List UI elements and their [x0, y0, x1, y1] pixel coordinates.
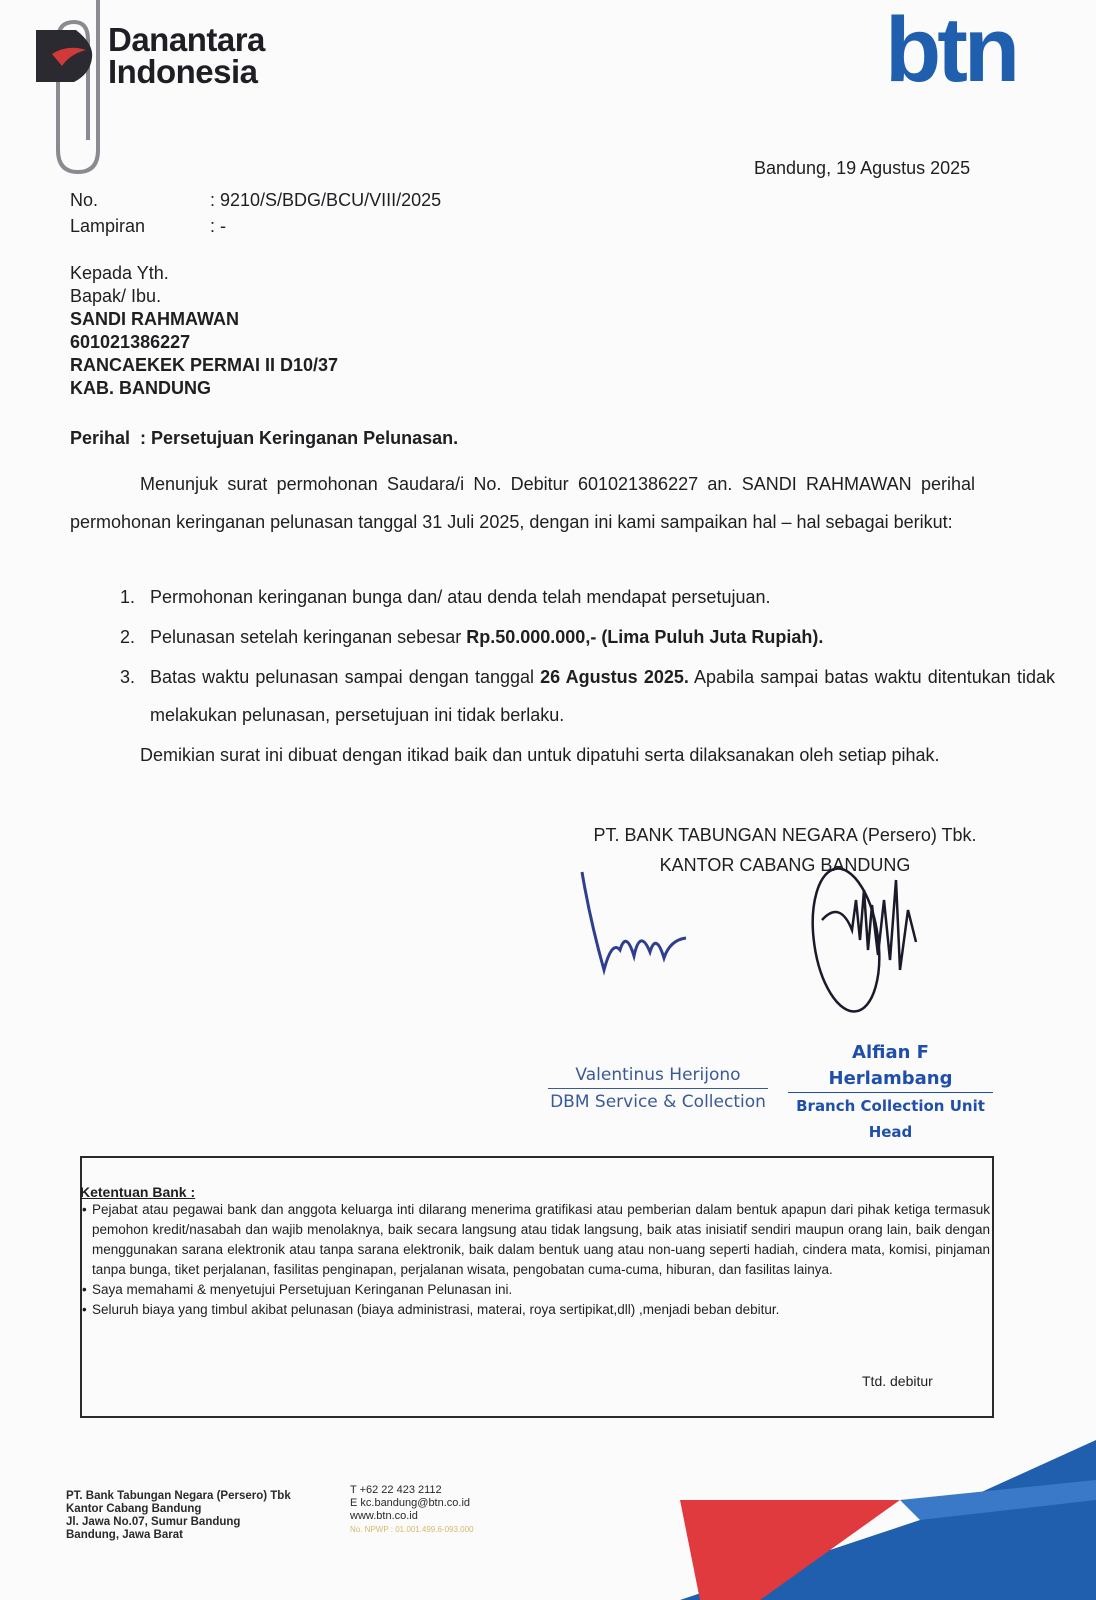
approval-points: [70, 578, 1055, 736]
opening-paragraph: Menunjuk surat permohonan Saudara/i No. Debitur 601021386227 an. SANDI RAHMAWAN perihal permohonan keringanan pelunasan tanggal 31 Juli 2025, dengan ini kami sampaikan hal – hal sebagai berikut:: [70, 474, 975, 532]
recipient-name: SANDI RAHMAWAN: [70, 309, 239, 329]
danantara-brand: [108, 21, 265, 90]
no-value: : 9210/S/BDG/BCU/VIII/2025: [210, 190, 442, 210]
point-3: [140, 658, 1055, 734]
subject-line: Perihal : Persetujuan Keringanan Pelunasan.: [70, 428, 459, 448]
place-date: Bandung, 19 Agustus 2025: [754, 158, 971, 178]
signer1-title: DBM Service & Collection: [548, 1088, 768, 1115]
point-3-pre: Batas waktu pelunasan sampai dengan tanggal: [150, 667, 541, 687]
footer-city: Bandung, Jawa Barat: [66, 1529, 183, 1541]
footer-web: www.btn.co.id: [350, 1510, 418, 1522]
brand-line2: Indonesia: [108, 53, 258, 90]
org-line1: PT. BANK TABUNGAN NEGARA (Persero) Tbk.: [593, 825, 977, 845]
terms-title: Ketentuan Bank :: [80, 1184, 196, 1200]
attachment-value: : -: [210, 216, 226, 236]
signer1-name: Valentinus Herijono: [575, 1065, 741, 1085]
signer1-block: [548, 1062, 768, 1115]
signature-1-stroke: [582, 872, 686, 970]
point-2: [140, 618, 1055, 656]
footer-email: E kc.bandung@btn.co.id: [350, 1497, 471, 1509]
point-2-pre: Pelunasan setelah keringanan sebesar: [150, 627, 467, 647]
debtor-signature-label: Ttd. debitur: [862, 1373, 933, 1389]
terms-item-1: • Pejabat atau pegawai bank dan anggota keluarga inti dilarang menerima gratifikasi atau pemberian dalam bentuk apapun dari pihak ketiga termasuk pemohon kredit/nasabah dan wajib menolaknya, baik secara langsung atau tidak langsung, baik atas inisiatif sendiri maupun orang lain, baik dengan menggunakan sarana elektronik atau tanpa sarana elektronik, baik dalam bentuk uang atau non-uang seperti hadiah, cindera mata, komisi, pinjaman tanpa bunga, tiket perjalanan, fasilitas penginapan, perjalanan wisata, pengobatan cuma-cuma, hiburan, dan fasilitas lainya.: [80, 1200, 990, 1280]
recipient-block: [70, 262, 338, 400]
footer-phone: T +62 22 423 2112: [350, 1484, 442, 1496]
point-1: [140, 578, 1055, 616]
footer-address: [66, 1490, 291, 1542]
footer-branch: Kantor Cabang Bandung: [66, 1503, 202, 1515]
footer-contact: [350, 1484, 474, 1536]
footer-street: Jl. Jawa No.07, Sumur Bandung: [66, 1516, 241, 1528]
terms-item-3: • Seluruh biaya yang timbul akibat pelunasan (biaya administrasi, materai, roya sertipikat,dll) ,menjadi beban debitur.: [80, 1300, 990, 1320]
signer2-name: Alfian F Herlambang: [828, 1042, 953, 1089]
recipient-account: 601021386227: [70, 332, 191, 352]
btn-logo: btn: [885, 0, 1017, 101]
footer-npwp: No. NPWP : 01.001.499.6-093.000: [350, 1525, 474, 1534]
point-3-deadline: 26 Agustus 2025.: [540, 667, 689, 687]
recipient-address2: KAB. BANDUNG: [70, 378, 211, 398]
terms-list: [80, 1200, 990, 1320]
point-2-amount: Rp.50.000.000,- (Lima Puluh Juta Rupiah).: [466, 627, 824, 647]
footer-company: PT. Bank Tabungan Negara (Persero) Tbk: [66, 1490, 291, 1502]
recipient-greeting: Kepada Yth.: [70, 263, 169, 283]
recipient-address1: RANCAEKEK PERMAI II D10/37: [70, 355, 339, 375]
signer2-block: [788, 1040, 993, 1145]
attachment-label: Lampiran: [70, 216, 146, 236]
recipient-salutation: Bapak/ Ibu.: [70, 286, 162, 306]
point-1-text: Permohonan keringanan bunga dan/ atau denda telah mendapat persetujuan.: [150, 587, 771, 607]
handwritten-signatures: [560, 860, 990, 1050]
no-label: No.: [70, 190, 99, 210]
signature-2-stroke: [822, 880, 916, 970]
point-3-post: Apabila sampai batas waktu ditentukan tidak melakukan pelunasan, persetujuan ini tidak berlaku.: [150, 667, 1055, 725]
signer2-title: Branch Collection Unit Head: [788, 1092, 993, 1145]
brand-line1: Danantara: [108, 21, 265, 58]
danantara-logo-icon: [34, 24, 96, 86]
org-line2: KANTOR CABANG BANDUNG: [659, 855, 911, 875]
closing-paragraph: Demikian surat ini dibuat dengan itikad baik dan untuk dipatuhi serta dilaksanakan oleh setiap pihak.: [140, 745, 940, 765]
footer-decoration: [640, 1440, 1096, 1600]
terms-item-2: • Saya memahami & menyetujui Persetujuan Keringanan Pelunasan ini.: [80, 1280, 990, 1300]
